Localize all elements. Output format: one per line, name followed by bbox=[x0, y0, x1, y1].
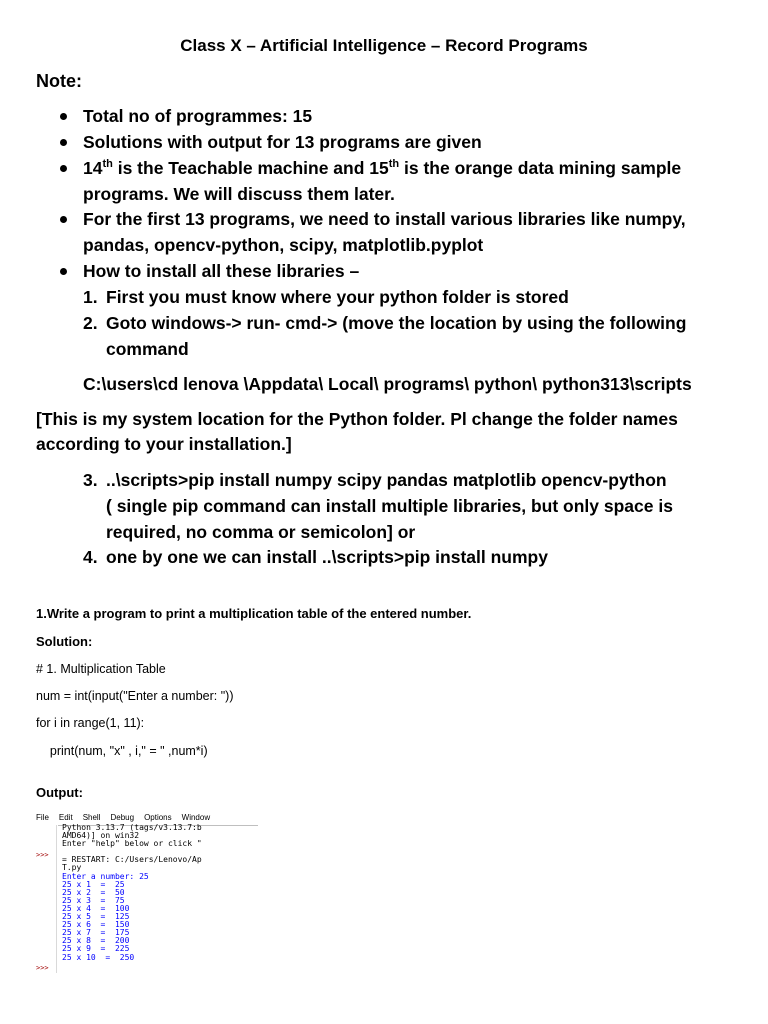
shell-line: T.py bbox=[62, 863, 82, 873]
step-number: 3. bbox=[83, 470, 98, 490]
shell-prompt: >>> bbox=[36, 964, 49, 972]
code-line: # 1. Multiplication Table bbox=[36, 662, 166, 676]
shell-result: 25 x 4 = 100 bbox=[62, 903, 130, 913]
shell-prompt: >>> bbox=[36, 851, 49, 859]
shell-line: = RESTART: C:/Users/Lenovo/Ap bbox=[62, 855, 202, 865]
bullet-teachable-machine-cont: programs. We will discuss them later. bbox=[83, 184, 395, 204]
shell-result: 25 x 8 = 200 bbox=[62, 936, 130, 946]
shell-line: Enter "help" below or click " bbox=[62, 839, 202, 849]
output-label: Output: bbox=[36, 785, 83, 800]
shell-result: 25 x 5 = 125 bbox=[62, 912, 130, 922]
text-14: 14 bbox=[83, 158, 103, 178]
shell-result: 25 x 7 = 175 bbox=[62, 928, 130, 938]
bullet-teachable-machine bbox=[83, 158, 681, 179]
solution-label: Solution: bbox=[36, 634, 93, 649]
menu-options: Options bbox=[144, 813, 172, 822]
python-path: C:\users\cd lenova \Appdata\ Local\ programs\ python\ python313\scripts bbox=[83, 374, 692, 394]
step-3: ..\scripts>pip install numpy scipy pandas matplotlib opencv-python bbox=[106, 470, 667, 490]
menu-file: File bbox=[36, 813, 49, 822]
bullet-total-programs: Total no of programmes: 15 bbox=[83, 106, 313, 126]
step-1: First you must know where your python folder is stored bbox=[106, 287, 569, 307]
shell-result: 25 x 3 = 75 bbox=[62, 895, 125, 905]
text-mid: is the Teachable machine and 15 bbox=[112, 158, 389, 178]
bullet-how-to-install: How to install all these libraries – bbox=[83, 261, 360, 281]
bullet-dot bbox=[60, 113, 67, 120]
system-location-note: [This is my system location for the Python folder. Pl change the folder names bbox=[36, 409, 678, 429]
bullet-dot bbox=[60, 216, 67, 223]
bullet-dot bbox=[60, 165, 67, 172]
menu-shell: Shell bbox=[82, 813, 101, 822]
shell-gutter bbox=[56, 825, 57, 973]
step-4: one by one we can install ..\scripts>pip install numpy bbox=[106, 547, 548, 567]
code-line: print(num, "x" , i," = " ,num*i) bbox=[36, 744, 208, 758]
note-heading: Note: bbox=[36, 71, 82, 91]
bullet-libraries-cont: pandas, opencv-python, scipy, matplotlib.pyplot bbox=[83, 235, 484, 255]
shell-line: Python 3.13.7 (tags/v3.13.7:b bbox=[62, 823, 202, 832]
sup-th: th bbox=[388, 158, 400, 171]
menu-window: Window bbox=[181, 813, 211, 822]
sup-th: th bbox=[102, 158, 113, 171]
shell-result: 25 x 1 = 25 bbox=[62, 879, 125, 889]
menu-debug: Debug bbox=[110, 813, 135, 822]
shell-result: 25 x 10 = 250 bbox=[62, 952, 135, 962]
step-3-cont: ( single pip command can install multiple libraries, but only space is bbox=[106, 496, 673, 516]
shell-result: 25 x 9 = 225 bbox=[62, 944, 130, 954]
text-end: is the orange data mining sample bbox=[399, 158, 682, 178]
bullet-libraries: For the first 13 programs, we need to install various libraries like numpy, bbox=[83, 209, 686, 229]
step-number: 4. bbox=[83, 547, 98, 567]
bullet-dot bbox=[60, 268, 67, 275]
idle-shell-screenshot bbox=[36, 813, 260, 973]
shell-line: Enter a number: 25 bbox=[62, 871, 149, 881]
step-3-cont: required, no comma or semicolon] or bbox=[106, 522, 416, 542]
system-location-note-cont: according to your installation.] bbox=[36, 434, 292, 454]
shell-output bbox=[62, 824, 202, 962]
step-2-cont: command bbox=[106, 339, 189, 359]
code-line: num = int(input("Enter a number: ")) bbox=[36, 689, 234, 703]
bullet-solutions: Solutions with output for 13 programs are given bbox=[83, 132, 482, 152]
shell-result: 25 x 2 = 50 bbox=[62, 887, 125, 897]
step-number: 1. bbox=[83, 287, 98, 307]
program-question: 1.Write a program to print a multiplication table of the entered number. bbox=[36, 606, 472, 621]
page-title: Class X – Artificial Intelligence – Record Programs bbox=[180, 36, 588, 55]
code-line: for i in range(1, 11): bbox=[36, 716, 145, 730]
shell-result: 25 x 6 = 150 bbox=[62, 920, 130, 930]
step-2: Goto windows-> run- cmd-> (move the location by using the following bbox=[106, 313, 687, 333]
step-number: 2. bbox=[83, 313, 98, 333]
bullet-dot bbox=[60, 139, 67, 146]
menu-edit: Edit bbox=[58, 813, 73, 822]
shell-line: AMD64)] on win32 bbox=[62, 831, 140, 841]
